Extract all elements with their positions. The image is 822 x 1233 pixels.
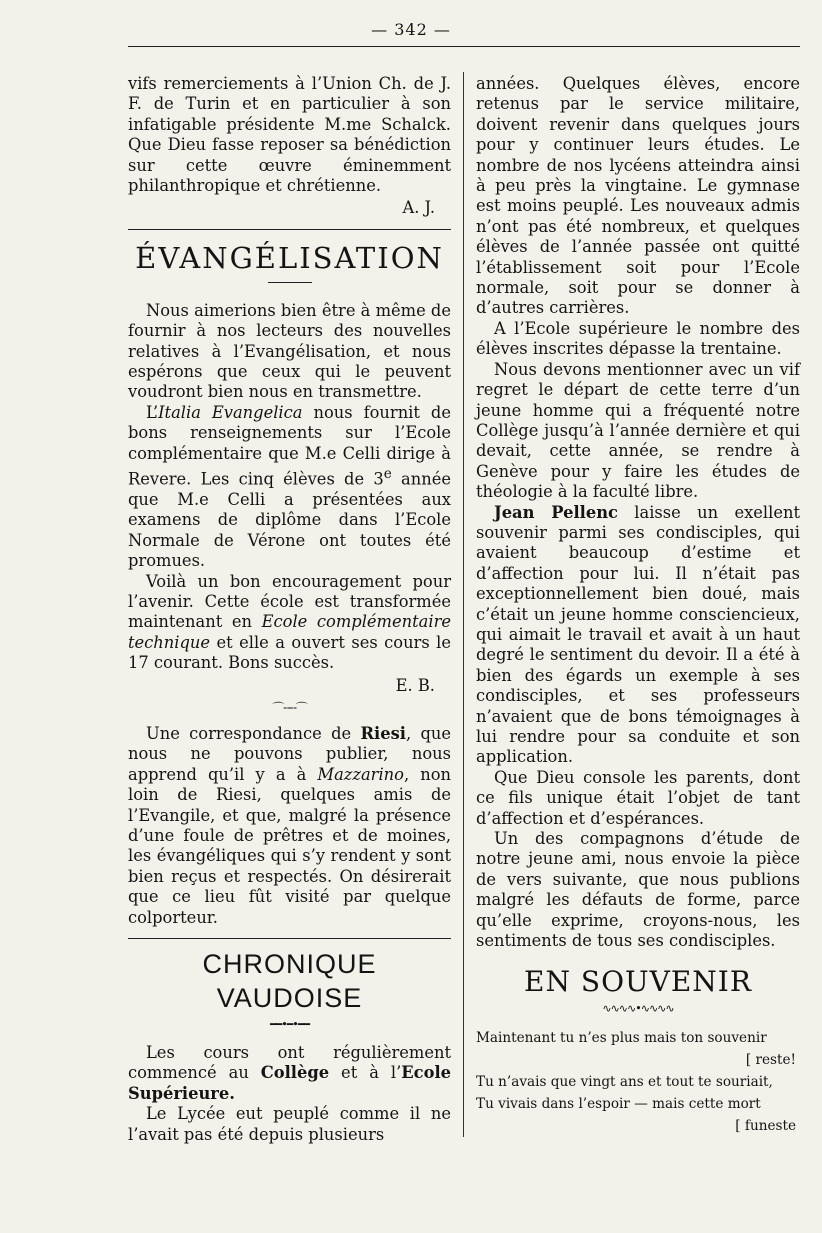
intro-signature: A. J. — [402, 198, 435, 218]
ornament-divider: ━━•━•━━ — [269, 1018, 310, 1032]
text-run: et elle a ouvert ses cours le 17 courant. Bons succès. — [128, 632, 451, 673]
separator-rule — [128, 938, 451, 939]
text-run: laisse un exellent souvenir parmi ses condisciples, qui avaient beaucoup d’estime et d’affection pour lui. Il n’était pas exceptionnellement bien doué, mais c’était un jeune homme consciencieux, qui aimait le travail et avait à un haut degré le sentiment du devoir. Il a été à bien des égards un exemple à ses condisciples, et ses professeurs n’avaient que de bons témoignages à lui rendre pour sa conduite et son application. — [476, 502, 800, 767]
column-divider — [463, 72, 464, 1137]
continued-paragraph: années. Quelques élèves, encore retenus par le service militaire, doivent revenir dans quelques jours pour y continuer leurs études. Le nombre de nos lycéens atteindra ainsi à peu près la vingtaine. Le gymnase est moins peuplé. Les nouveaux admis n’ont pas été nombreux, et quelques élèves de l’année passée ont quitté l’établissement soit pour l’Ecole normale, soit pour se donner à d’autres carrières. — [476, 74, 800, 318]
title-underline — [268, 282, 312, 283]
header-rule — [128, 46, 800, 47]
ecole-superieure-paragraph: A l’Ecole supérieure le nombre des élèves inscrites dépasse la trentaine. — [476, 318, 800, 359]
pellenc-paragraph — [476, 503, 800, 768]
evangelisation-paragraph-3 — [128, 572, 451, 674]
journal-name: Italia Evangelica — [158, 402, 303, 422]
page-number: — 342 — — [371, 20, 451, 39]
text-run: Voilà un bon encouragement pour l’avenir. Cette école est transformée maintenant en — [128, 571, 451, 632]
chronique-paragraph-1 — [128, 1043, 451, 1104]
separator-rule — [128, 229, 451, 230]
poem — [476, 1027, 800, 1137]
poem-line-continuation: [ reste! — [745, 1052, 796, 1069]
school-name-bold: Collège — [260, 1063, 330, 1083]
section-title-chronique: CHRONIQUE VAUDOISE — [202, 949, 377, 1014]
riesi-paragraph — [128, 724, 451, 928]
place-name-italic: Mazzarino — [317, 764, 404, 784]
intro-paragraph: vifs remerciements à l’Union Ch. de J. F. de Turin et en particulier à son infatigable présidente M.me Schalck. Que Dieu fasse reposer sa bénédiction sur cette œuvre éminemment philanthropique et chrétienne. — [128, 74, 451, 196]
text-run: nous fournit de bons renseignements sur l’Ecole complémentaire que M.e Celli dirige à Revere. Les cinq élèves de 3 — [128, 402, 451, 489]
ornament-divider: ⌒╌╌⌒ — [272, 700, 307, 715]
text-run: et à l’ — [329, 1063, 402, 1083]
evangelisation-paragraph-1: Nous aimerions bien être à même de fournir à nos lecteurs des nouvelles relatives à l’Evangélisation, et nous espérons que ceux qui le peuvent voudront bien nous en transmettre. — [128, 300, 451, 402]
text-run: Une correspondance de — [146, 723, 361, 743]
text-run: , non loin de Riesi, quelques amis de l’Evangile, et que, malgré la présence d’une foule de prêtres et de moines, les évangéliques qui s’y rendent y sont bien reçus et respectés. On désirerait que ce lieu fût visité par quelque colporteur. — [128, 764, 451, 927]
text-run: , que nous ne pouvons publier, nous apprend qu’il y a à — [128, 723, 451, 784]
right-column — [476, 74, 800, 1137]
poem-line-continuation: [ funeste — [735, 1118, 796, 1135]
poem-line: Tu n’avais que vingt ans et tout te souriait, — [476, 1074, 773, 1091]
consolation-paragraph: Que Dieu console les parents, dont ce fils unique était l’objet de tant d’affection et d’espérances. — [476, 767, 800, 828]
left-column — [128, 74, 451, 1145]
school-name: Ecole complémentaire technique — [128, 612, 451, 652]
place-name: Riesi — [360, 723, 406, 743]
chronique-paragraph-2: Le Lycée eut peuplé comme il ne l’avait pas été depuis plusieurs — [128, 1104, 451, 1144]
text-run: Les cours ont régulièrement commencé au — [128, 1043, 451, 1083]
departure-paragraph: Nous devons mentionner avec un vif regret le départ de cette terre d’un jeune homme qui a fréquenté notre Collège jusqu’à l’année dernière et qui devait, cette année, se rendre à Genève pour y faire les études de théologie à la faculté libre. — [476, 359, 800, 502]
evangelisation-paragraph-2 — [128, 403, 451, 572]
poem-line: Tu vivais dans l’espoir — mais cette mort — [476, 1096, 761, 1113]
poem-intro-paragraph: Un des compagnons d’étude de notre jeune ami, nous envoie la pièce de vers suivante, que nous publions malgré les défauts de forme, parce qu’elle exprime, croyons-nous, les sentiments de tous ses condisciples. — [476, 829, 800, 951]
superscript: e — [383, 466, 392, 483]
person-name: Jean Pellenc — [494, 502, 618, 522]
school-name-bold: Ecole Supérieure. — [128, 1063, 451, 1103]
text-run: L’ — [146, 402, 159, 422]
section-title-evangelisation: ÉVANGÉLISATION — [135, 240, 444, 275]
poem-title: EN SOUVENIR — [524, 965, 752, 999]
ornament-divider: ∿∿∿∿•∿∿∿∿ — [602, 1002, 674, 1016]
text-run: année que M.e Celli a présentées aux examens de diplôme dans l’Ecole Normale de Vérone ont toutes été promues. — [128, 469, 451, 571]
evangelisation-signature: E. B. — [395, 675, 435, 695]
poem-line: Maintenant tu n’es plus mais ton souvenir — [476, 1030, 767, 1047]
